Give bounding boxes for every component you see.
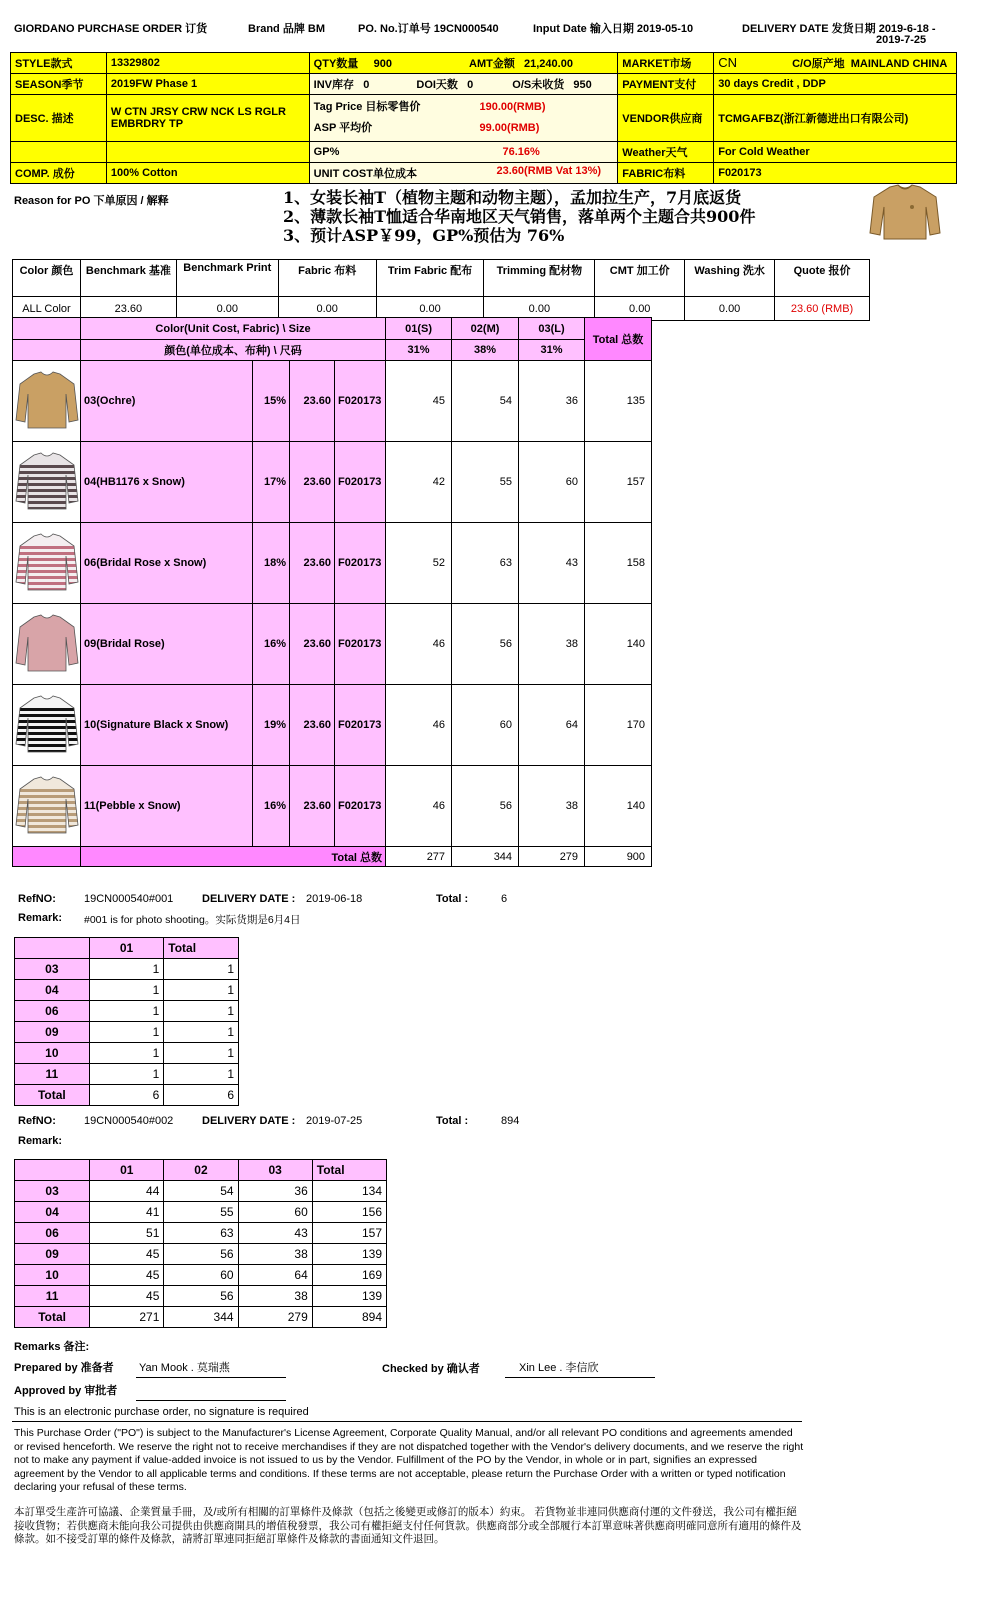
cost-cell: 0.00: [376, 297, 484, 321]
qty-cell: 60: [519, 442, 585, 523]
sub-cell: 45: [90, 1244, 164, 1265]
sub-cell: 60: [238, 1202, 312, 1223]
reason-line: 1、女装长袖T（植物主题和动物主题），孟加拉生产，7月底返货: [283, 188, 742, 207]
prepared-label: Prepared by 准备者: [14, 1362, 114, 1374]
sub-row-label: 06: [15, 1001, 90, 1022]
total-header: Total 总数: [585, 318, 652, 361]
amt-label: AMT金额: [469, 58, 515, 70]
sub-cell: 139: [312, 1286, 386, 1307]
row-total: 170: [585, 685, 652, 766]
po-info-grid: [10, 52, 957, 184]
order-table: [12, 317, 652, 867]
sub-row: [15, 980, 239, 1001]
color-unit-cost: 23.60: [290, 766, 335, 847]
sub-row: [15, 1064, 239, 1085]
sub-col-header: Total: [312, 1160, 386, 1181]
legal-text-cn: 本訂單受生產許可協議、企業質量手冊，及/或所有相關的訂單條件及條款（包括之後變更或修訂的版本）約束。 若貨物並非連同供應商付運的文件發送，我公司有權拒絕接收貨物；若供應商未能向我公司提供由供應商開具的增值稅發票，我公司有權拒絕支付任何貨款。供應商部分或全部履行本訂單意味著供應商明確同意所有適用的條件及條款。如不接受訂單的條件及條款，請將訂單連同拒絕訂單條件及條款的書面通知文件退回。: [14, 1506, 802, 1545]
color-fabric: F020173: [335, 604, 386, 685]
sub-cell: 279: [238, 1307, 312, 1328]
sub-row-label: 10: [15, 1265, 90, 1286]
sub-row-label: 04: [15, 980, 90, 1001]
color-name: 09(Bridal Rose): [81, 604, 253, 685]
sub-cell: 1: [89, 1043, 164, 1064]
prepared-signature-line: [136, 1377, 286, 1378]
qty-cell: 38: [519, 604, 585, 685]
size-header: 03(L): [519, 318, 585, 340]
order-row: [13, 523, 652, 604]
qty-cell: 45: [386, 361, 452, 442]
color-pct: 19%: [253, 685, 290, 766]
sub-cell: 41: [90, 1202, 164, 1223]
color-fabric: F020173: [335, 361, 386, 442]
row-total: 140: [585, 766, 652, 847]
style-value: 13329802: [106, 53, 309, 74]
sub-row: [15, 1307, 387, 1328]
fabric-label: FABRIC布料: [618, 163, 714, 184]
cost-cell: 0.00: [484, 297, 595, 321]
qty-cell: 36: [519, 361, 585, 442]
remarks-label: Remarks 备注:: [14, 1341, 90, 1353]
sub-cell: 1: [89, 1022, 164, 1043]
fabric-value: F020173: [714, 163, 957, 184]
sub-cell: 55: [164, 1202, 238, 1223]
approved-label: Approved by 审批者: [14, 1385, 118, 1397]
vendor-value: TCMGAFBZ(浙江新德进出口有限公司): [714, 95, 957, 142]
sub-row-label: Total: [15, 1085, 90, 1106]
color-swatch-image: [13, 685, 81, 766]
color-unit-cost: 23.60: [290, 361, 335, 442]
sub-cell: 56: [164, 1244, 238, 1265]
order-row: [13, 766, 652, 847]
ref1-total: 6: [501, 893, 508, 905]
ref2-refno-label: RefNO:: [18, 1115, 56, 1127]
reason-line: 3、预计ASP￥99，GP%预估为 76%: [283, 226, 565, 245]
amt-value: 21,240.00: [524, 58, 573, 70]
sub-row-label: Total: [15, 1307, 90, 1328]
sub-cell: 43: [238, 1223, 312, 1244]
legal-text-en: This Purchase Order ("PO") is subject to the Manufacturer's License Agreement, Corporate Quality Manual, and/or all relevant PO conditions and agreements amended or revised henceforth. We reserve the right not to receive merchandises if they are not dispatched together with the Vendor's delivery documents, and we reserve the right not to make any payment if value-added invoice is not issued to us by the Vendor. Fulfillment of the PO by the Vendor, in whole or in part, signifies an expressed agreement by the Vendor to all applicable terms and conditions. If these terms are not acceptable, please return the Purchase Order with a written or typed notification declaring your refusal of these terms.: [14, 1427, 804, 1493]
size-header: 02(M): [452, 318, 519, 340]
size-pct: 31%: [386, 340, 452, 361]
reason-lines: [283, 188, 755, 245]
sub-col-header: 01: [89, 938, 164, 959]
sub-cell: 45: [90, 1286, 164, 1307]
sub-row-label: 11: [15, 1286, 90, 1307]
qty-cell: 56: [452, 604, 519, 685]
co-label: C/O原产地: [792, 58, 845, 70]
order-head-2: 颜色(单位成本、布种) \ 尺码: [81, 340, 386, 361]
sub-cell: 44: [90, 1181, 164, 1202]
product-thumbnail: [868, 183, 942, 244]
tag-price-label: Tag Price 目标零售价: [313, 101, 421, 113]
cost-header: Quote 报价: [775, 260, 870, 297]
sub-cell: 1: [164, 959, 239, 980]
order-head-1: Color(Unit Cost, Fabric) \ Size: [81, 318, 386, 340]
co-value: MAINLAND CHINA: [850, 58, 948, 70]
sub-cell: 51: [90, 1223, 164, 1244]
qty-label: QTY数量: [313, 58, 359, 70]
qty-value: 900: [373, 58, 392, 70]
ref2-refno: 19CN000540#002: [84, 1115, 174, 1127]
cost-header: Washing 洗水: [685, 260, 775, 297]
sub-cell: 1: [164, 980, 239, 1001]
cost-header: Benchmark 基准: [80, 260, 176, 297]
sub-row: [15, 1223, 387, 1244]
size-pct: 31%: [519, 340, 585, 361]
sub-row-label: 03: [15, 959, 90, 980]
delivery-date-2: 2019-7-25: [876, 34, 927, 46]
sub-col-header: 02: [164, 1160, 238, 1181]
sub-row-label: 04: [15, 1202, 90, 1223]
sub-cell: 56: [164, 1286, 238, 1307]
cost-header: Fabric 布料: [278, 260, 376, 297]
sub-cell: 156: [312, 1202, 386, 1223]
os-label: O/S未收货: [512, 79, 565, 91]
sub-cell: 344: [164, 1307, 238, 1328]
ref2-del: 2019-07-25: [306, 1115, 363, 1127]
ref2-total: 894: [501, 1115, 520, 1127]
qty-cell: 42: [386, 442, 452, 523]
market-value: CN: [718, 55, 737, 70]
sub-cell: 6: [89, 1085, 164, 1106]
color-fabric: F020173: [335, 442, 386, 523]
color-fabric: F020173: [335, 685, 386, 766]
sub-row: [15, 1286, 387, 1307]
vendor-label: VENDOR供应商: [618, 95, 714, 142]
cost-header: Trim Fabric 配布: [376, 260, 484, 297]
ref1-table: [14, 937, 239, 1106]
season-value: 2019FW Phase 1: [106, 74, 309, 95]
sub-cell: 45: [90, 1265, 164, 1286]
cost-cell: 0.00: [176, 297, 278, 321]
season-label: SEASON季节: [11, 74, 107, 95]
sub-row: [15, 1181, 387, 1202]
po-number: PO. No.订单号 19CN000540: [358, 23, 499, 35]
row-total: 135: [585, 361, 652, 442]
unit-cost-value: 23.60(RMB Vat 13%): [496, 165, 602, 177]
color-unit-cost: 23.60: [290, 523, 335, 604]
sub-col-header: 03: [238, 1160, 312, 1181]
cost-header: Trimming 配材物: [484, 260, 595, 297]
row-total: 158: [585, 523, 652, 604]
cost-cell: 23.60: [80, 297, 176, 321]
qty-cell: 60: [452, 685, 519, 766]
gp-value: 76.16%: [502, 146, 540, 158]
prepared-by: Yan Mook . 莫瑞燕: [139, 1362, 230, 1374]
asp-value: 99.00(RMB): [479, 122, 540, 134]
color-name: 06(Bridal Rose x Snow): [81, 523, 253, 604]
ref1-del: 2019-06-18: [306, 893, 363, 905]
sub-cell: 54: [164, 1181, 238, 1202]
inv-label: INV库存: [313, 79, 355, 91]
color-fabric: F020173: [335, 523, 386, 604]
cost-cell: 0.00: [278, 297, 376, 321]
color-swatch-image: [13, 523, 81, 604]
sub-cell: 271: [90, 1307, 164, 1328]
color-name: 10(Signature Black x Snow): [81, 685, 253, 766]
row-total: 140: [585, 604, 652, 685]
cost-header: CMT 加工价: [595, 260, 685, 297]
qty-cell: 55: [452, 442, 519, 523]
color-swatch-image: [13, 604, 81, 685]
size-total: 344: [452, 847, 519, 867]
quote-cell: 23.60 (RMB): [775, 297, 870, 321]
os-value: 950: [573, 79, 592, 91]
color-swatch-image: [13, 442, 81, 523]
sub-cell: 1: [164, 1001, 239, 1022]
unit-cost-label: UNIT COST单位成本: [313, 168, 417, 180]
sub-cell: 64: [238, 1265, 312, 1286]
ref1-remark: #001 is for photo shooting。实际货期是6月4日: [84, 914, 301, 926]
comp-value: 100% Cotton: [106, 163, 309, 184]
cost-header: Benchmark Print: [176, 260, 278, 297]
color-pct: 17%: [253, 442, 290, 523]
style-label: STYLE款式: [11, 53, 107, 74]
ref2-remark-label: Remark:: [18, 1135, 63, 1147]
color-pct: 18%: [253, 523, 290, 604]
cost-cell: ALL Color: [13, 297, 81, 321]
sub-row: [15, 1043, 239, 1064]
ref1-total-label: Total :: [436, 893, 469, 905]
sub-cell: 157: [312, 1223, 386, 1244]
color-fabric: F020173: [335, 766, 386, 847]
qty-cell: 54: [452, 361, 519, 442]
comp-label: COMP. 成份: [11, 163, 107, 184]
checked-by: Xin Lee . 李信欣: [519, 1362, 599, 1374]
sub-cell: 38: [238, 1244, 312, 1265]
sub-cell: 36: [238, 1181, 312, 1202]
payment-label: PAYMENT支付: [618, 74, 714, 95]
market-label: MARKET市场: [618, 53, 714, 74]
sub-cell: 1: [89, 980, 164, 1001]
cost-cell: 0.00: [685, 297, 775, 321]
sub-cell: 38: [238, 1286, 312, 1307]
ref1-refno: 19CN000540#001: [84, 893, 174, 905]
sub-cell: 1: [164, 1064, 239, 1085]
size-total: 277: [386, 847, 452, 867]
sub-cell: 169: [312, 1265, 386, 1286]
tag-price-value: 190.00(RMB): [479, 101, 546, 113]
sub-row-label: 09: [15, 1244, 90, 1265]
grand-total: 900: [585, 847, 652, 867]
ref2-total-label: Total :: [436, 1115, 469, 1127]
weather-value: For Cold Weather: [714, 142, 957, 163]
sub-cell: 1: [164, 1022, 239, 1043]
size-total: 279: [519, 847, 585, 867]
size-pct: 38%: [452, 340, 519, 361]
desc-label: DESC. 描述: [11, 95, 107, 142]
asp-label: ASP 平均价: [313, 122, 373, 134]
color-name: 03(Ochre): [81, 361, 253, 442]
brand: Brand 品牌 BM: [248, 23, 325, 35]
qty-cell: 43: [519, 523, 585, 604]
sub-row: [15, 959, 239, 980]
sub-cell: 1: [89, 1001, 164, 1022]
color-swatch-image: [13, 766, 81, 847]
cost-cell: 0.00: [595, 297, 685, 321]
cost-header: Color 颜色: [13, 260, 81, 297]
sub-row: [15, 1244, 387, 1265]
sub-col-header: 01: [90, 1160, 164, 1181]
sub-row: [15, 1265, 387, 1286]
sub-row-label: 06: [15, 1223, 90, 1244]
ref2-table: [14, 1159, 387, 1328]
qty-cell: 56: [452, 766, 519, 847]
sub-cell: 1: [89, 959, 164, 980]
sub-cell: 139: [312, 1244, 386, 1265]
sub-row-label: 03: [15, 1181, 90, 1202]
po-title: GIORDANO PURCHASE ORDER 订货: [14, 23, 208, 35]
checked-label: Checked by 确认者: [382, 1363, 480, 1375]
approved-signature-line: [136, 1400, 286, 1401]
qty-cell: 38: [519, 766, 585, 847]
sub-row-label: 11: [15, 1064, 90, 1085]
sub-row-label: 09: [15, 1022, 90, 1043]
color-pct: 16%: [253, 604, 290, 685]
ref1-del-label: DELIVERY DATE :: [202, 893, 296, 905]
sub-row: [15, 1022, 239, 1043]
qty-cell: 63: [452, 523, 519, 604]
ref1-remark-label: Remark:: [18, 912, 63, 924]
order-row: [13, 604, 652, 685]
color-name: 11(Pebble x Snow): [81, 766, 253, 847]
input-date: Input Date 输入日期 2019-05-10: [533, 23, 694, 35]
sub-row: [15, 1202, 387, 1223]
size-header: 01(S): [386, 318, 452, 340]
color-unit-cost: 23.60: [290, 604, 335, 685]
delivery-date: DELIVERY DATE 发货日期 2019-6-18 -: [742, 23, 936, 35]
color-name: 04(HB1176 x Snow): [81, 442, 253, 523]
sub-row-label: 10: [15, 1043, 90, 1064]
qty-cell: 64: [519, 685, 585, 766]
reason-line: 2、薄款长袖T恤适合华南地区天气销售，落单两个主题合共900件: [283, 207, 756, 226]
color-unit-cost: 23.60: [290, 442, 335, 523]
sub-cell: 60: [164, 1265, 238, 1286]
reason-label: Reason for PO 下单原因 / 解释: [14, 195, 169, 207]
ref2-del-label: DELIVERY DATE :: [202, 1115, 296, 1127]
payment-value: 30 days Credit , DDP: [714, 74, 957, 95]
row-total: 157: [585, 442, 652, 523]
sub-cell: 6: [164, 1085, 239, 1106]
checked-signature-line: [505, 1377, 655, 1378]
color-pct: 15%: [253, 361, 290, 442]
qty-cell: 46: [386, 604, 452, 685]
weather-label: Weather天气: [618, 142, 714, 163]
color-pct: 16%: [253, 766, 290, 847]
sub-cell: 1: [89, 1064, 164, 1085]
sub-cell: 1: [164, 1043, 239, 1064]
ref1-refno-label: RefNO:: [18, 893, 56, 905]
desc-value: W CTN JRSY CRW NCK LS RGLR EMBRDRY TP: [106, 95, 309, 142]
order-row: [13, 685, 652, 766]
gp-label: GP%: [313, 146, 340, 158]
totals-label: Total 总数: [81, 847, 386, 867]
sub-row: [15, 1085, 239, 1106]
sub-cell: 894: [312, 1307, 386, 1328]
color-unit-cost: 23.60: [290, 685, 335, 766]
cost-table: [12, 259, 870, 321]
electronic-note: This is an electronic purchase order, no signature is required: [14, 1406, 309, 1418]
sub-cell: 63: [164, 1223, 238, 1244]
qty-cell: 46: [386, 685, 452, 766]
doi-value: 0: [467, 79, 474, 91]
qty-cell: 52: [386, 523, 452, 604]
sub-cell: 134: [312, 1181, 386, 1202]
inv-value: 0: [363, 79, 370, 91]
divider: [12, 1421, 802, 1422]
qty-cell: 46: [386, 766, 452, 847]
sub-row: [15, 1001, 239, 1022]
doi-label: DOI天数: [416, 79, 458, 91]
color-swatch-image: [13, 361, 81, 442]
sub-col-header: Total: [164, 938, 239, 959]
order-row: [13, 442, 652, 523]
order-row: [13, 361, 652, 442]
